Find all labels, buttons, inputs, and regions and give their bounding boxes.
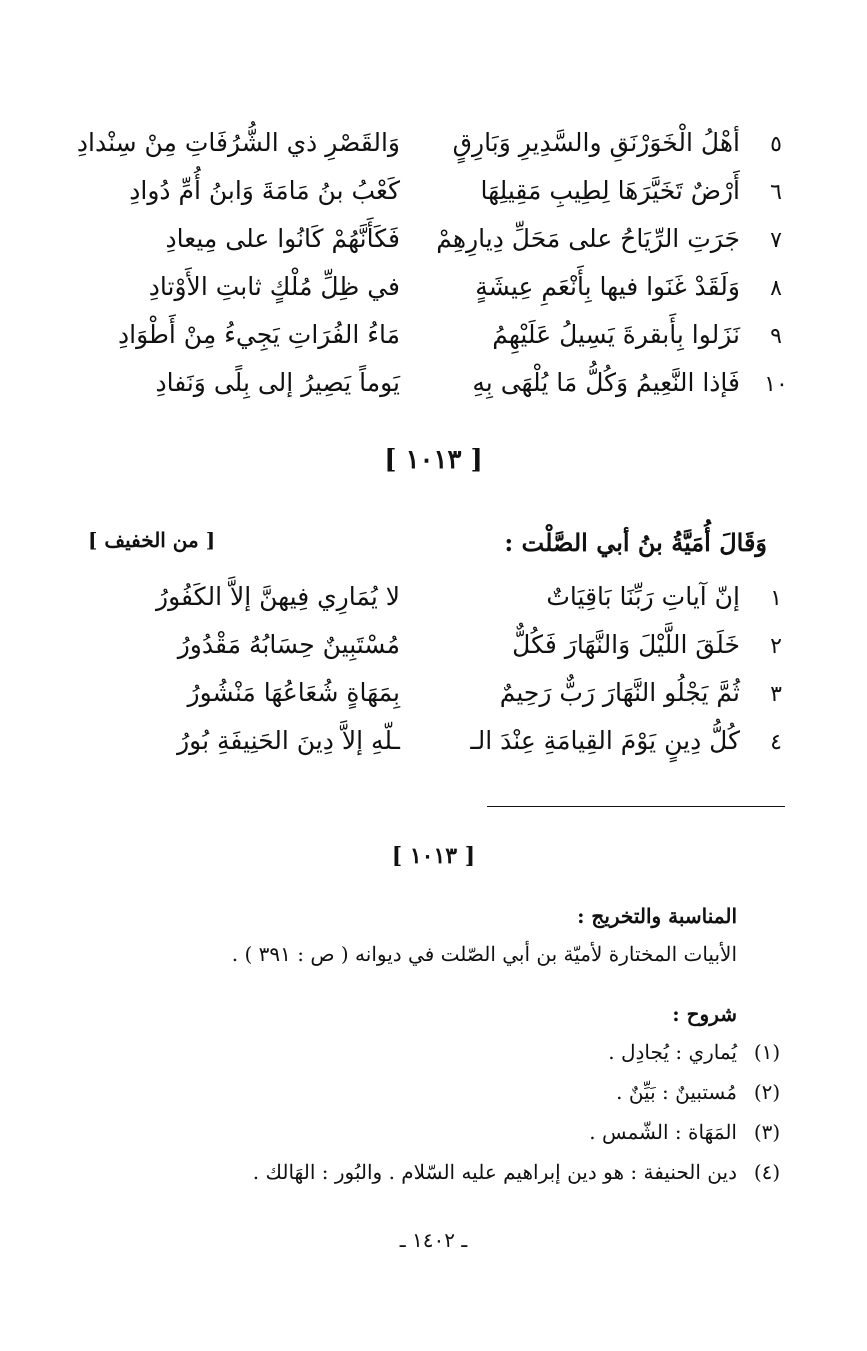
section-text-sources: الأبيات المختارة لأميّة بن أبي الصّلت في ديوانه ( ص : ٣٩١ ) .: [231, 942, 737, 966]
gloss-item: [137, 1160, 787, 1200]
gloss-item: [137, 1080, 787, 1120]
gloss-number: (٢): [753, 1080, 781, 1104]
second-hemistich: فَكَأَنَّهُمْ كَانُوا على مِيعادِ: [165, 224, 400, 253]
poem-number-heading: [ ١٠١٣ ]: [384, 445, 483, 475]
gloss-number: (١): [753, 1040, 781, 1064]
gloss-number: (٣): [753, 1120, 781, 1144]
first-hemistich: نَزَلوا بِأَبقرةَ يَسِيلُ عَلَيْهِمُ: [492, 320, 740, 349]
verse-number: ٩: [770, 324, 782, 349]
verse-number: ٣: [770, 682, 782, 707]
verse-number: ٤: [770, 730, 782, 755]
glosses-list: [137, 1040, 787, 1200]
second-hemistich: يَوماً يَصِيرُ إلى بِلًى وَنَفادِ: [155, 368, 400, 397]
verse-line: [70, 582, 800, 630]
verse-number: ١: [770, 586, 782, 611]
first-hemistich: أَرْضٌ تَخَيَّرَهَا لِطِيبِ مَقِيلِهَا: [480, 176, 740, 205]
verse-number: ٨: [770, 276, 782, 301]
page-number: ـ ١٤٠٢ ـ: [399, 1228, 468, 1252]
first-hemistich: خَلَقَ اللَّيْلَ وَالنَّهَارَ فَكُلٌّ: [512, 630, 740, 659]
verse-number: ٦: [770, 180, 782, 205]
verse-line: [70, 678, 800, 726]
gloss-item: [137, 1120, 787, 1160]
verse-line: [70, 272, 800, 320]
gloss-item: [137, 1040, 787, 1080]
footnote-divider: [487, 806, 785, 807]
first-hemistich: جَرَتِ الرِّيَاحُ على مَحَلِّ دِيارِهِمْ: [436, 224, 740, 253]
second-hemistich: وَالقَصْرِ ذي الشُّرُفَاتِ مِنْ سِنْدادِ: [76, 128, 400, 157]
gloss-number: (٤): [753, 1160, 781, 1184]
meter-label: [ من الخفيف ]: [88, 528, 216, 552]
first-hemistich: فَإذا النَّعِيمُ وَكُلُّ مَا يُلْهَى بِهِ: [472, 368, 740, 397]
second-hemistich: بِمَهَاةٍ شُعَاعُهَا مَنْشُورُ: [187, 678, 400, 707]
verse-line: [70, 630, 800, 678]
verse-line: [70, 176, 800, 224]
first-hemistich: كُلُّ دِينٍ يَوْمَ القِيامَةِ عِنْدَ الـ: [470, 726, 740, 755]
verse-number: ١٠: [764, 372, 788, 397]
first-hemistich: ثُمَّ يَجْلُو النَّهَارَ رَبٌّ رَحِيمٌ: [499, 678, 740, 707]
gloss-text: مُستبينٌ : بَيِّنٌ .: [616, 1080, 737, 1104]
second-hemistich: لا يُمَارِي فِيهنَّ إلاَّ الكَفُورُ: [156, 582, 400, 611]
verse-line: [70, 128, 800, 176]
first-hemistich: وَلَقَدْ غَنَوا فيها بِأَنْعَمِ عِيشَةٍ: [475, 272, 740, 301]
verse-number: ٧: [770, 228, 782, 253]
second-hemistich: ـلّهِ إلاَّ دِينَ الحَنِيفَةِ بُورُ: [177, 726, 400, 755]
second-hemistich: مُسْتَبِينٌ حِسَابُهُ مَقْدُورُ: [177, 630, 400, 659]
notes-number-heading: [ ١٠١٣ ]: [391, 843, 476, 869]
poem-continuation: [70, 128, 800, 416]
verse-number: ٢: [770, 634, 782, 659]
verse-line: [70, 320, 800, 368]
first-hemistich: إنّ آياتِ رَبِّنَا بَاقِيَاتٌ: [546, 582, 740, 611]
section-title-sources: المناسبة والتخريج :: [577, 904, 737, 928]
verse-line: [70, 368, 800, 416]
verse-number: ٥: [770, 132, 782, 157]
second-hemistich: مَاءُ الفُرَاتِ يَجِيءُ مِنْ أَطْوَادِ: [118, 320, 400, 349]
second-hemistich: كَعْبُ بنُ مَامَةَ وَابنُ أُمِّ دُوادِ: [129, 176, 400, 205]
verse-line: [70, 726, 800, 774]
poem: [70, 582, 800, 774]
first-hemistich: أهْلُ الْخَوَرْنَقِ والسَّدِيرِ وَبَارِقٍ: [452, 128, 740, 157]
gloss-text: دين الحنيفة : هو دين إبراهيم عليه السّلام . والبُور : الهَالك .: [252, 1160, 737, 1184]
gloss-text: المَهَاة : الشّمس .: [589, 1120, 737, 1144]
section-title-glosses: شروح :: [672, 1002, 737, 1026]
gloss-text: يُماري : يُجادِل .: [608, 1040, 737, 1064]
second-hemistich: في ظِلِّ مُلْكٍ ثابتِ الأَوْتادِ: [148, 272, 400, 301]
verse-line: [70, 224, 800, 272]
poem-introduction: وَقَالَ أُمَيَّةُ بنُ أبي الصَّلْت :: [504, 528, 767, 557]
